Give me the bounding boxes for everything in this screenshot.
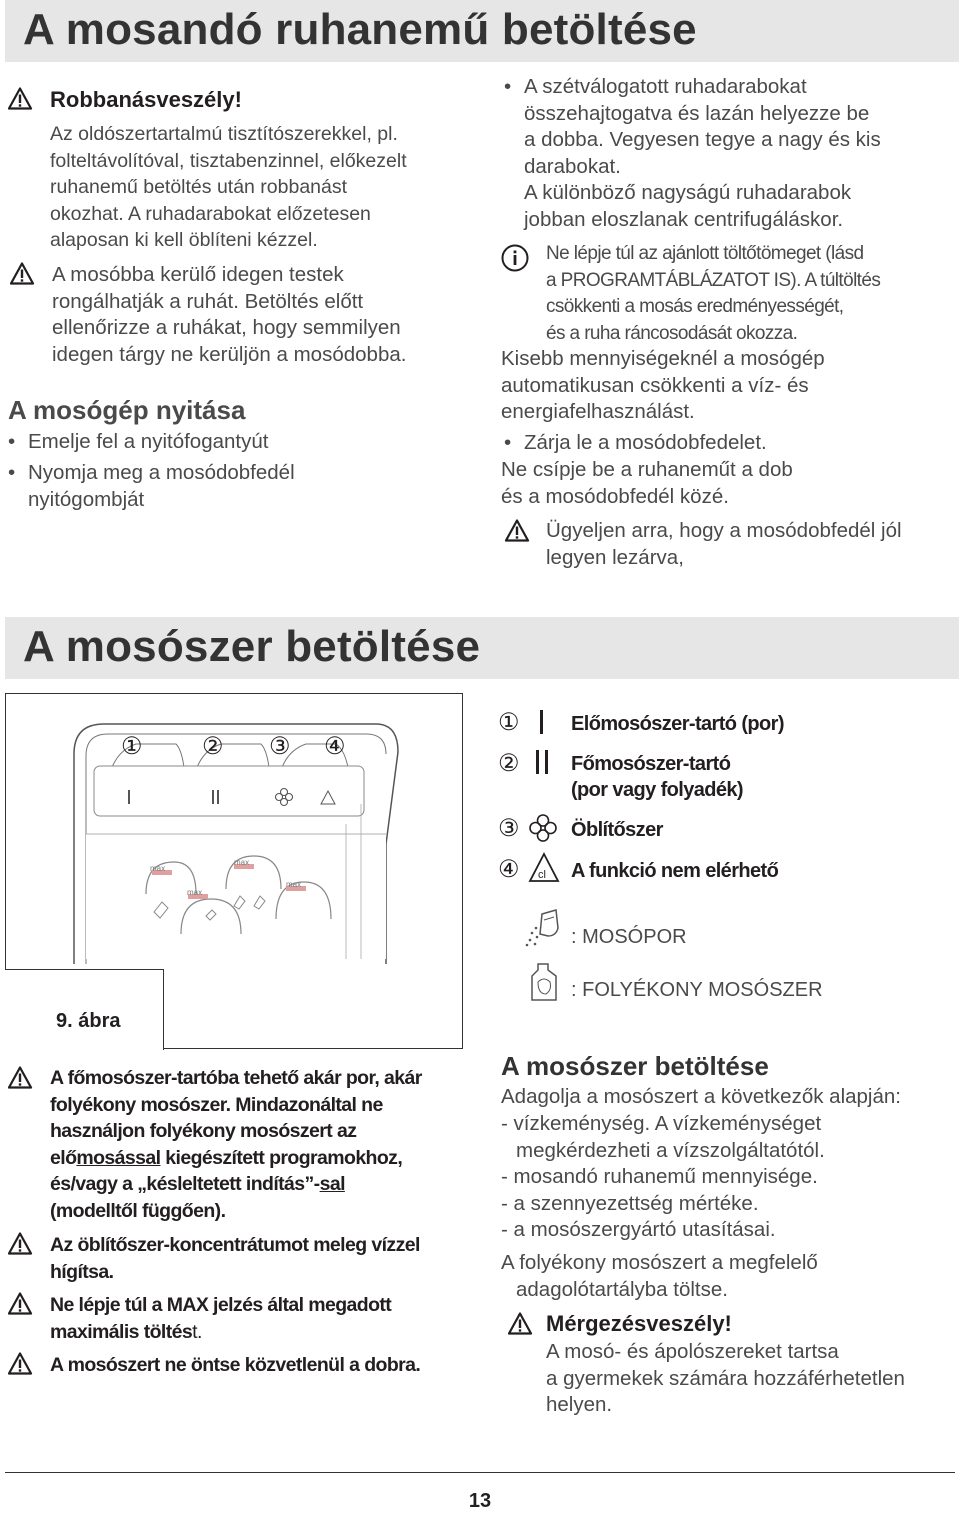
- footer-divider: [5, 1472, 955, 1473]
- max-label: max: [234, 858, 250, 867]
- liquid-text: A folyékony mosószert a megfelelő adagolótartályba töltse.: [501, 1251, 818, 1301]
- detergent-section-title: A mosószer betöltése: [501, 1051, 769, 1081]
- legend-num-1: ①: [498, 709, 520, 736]
- open-section-title: A mosógép nyitása: [8, 395, 246, 425]
- header-banner: [5, 0, 959, 62]
- legend-label-1: Előmosószer-tartó (por): [571, 713, 784, 735]
- info-text: Ne lépje túl az ajánlott töltőtömeget (lásd a PROGRAMTÁBLÁZATOT IS). A túltöltés csökkenti a mosás eredményességét, és a ruha ráncosodását okozza.: [546, 243, 881, 344]
- warning-icon: [8, 1292, 34, 1316]
- compartment-number: ③: [269, 733, 291, 760]
- main-detergent-warning: A főmosószer-tartóba tehető akár por, akár folyékony mosószer. Mindazonáltal ne használjon folyékony mosószert az előmosással kiegészített programokhoz, és/vagy a „késleltetett indítás”-sal (modelltől függően).: [50, 1067, 422, 1222]
- dispenser-figure: [5, 693, 463, 1049]
- load-bullet: • A szétválogatott ruhadarabokat összehajtogatva és lazán helyezze be a dobba. Vegyesen tegye a nagy és kis darabokat. A különböző nagyságú ruhadarabok jobban eloszlanak centrifugáláskor.: [524, 74, 881, 233]
- max-label: max: [150, 864, 166, 873]
- poison-title: Mérgezésveszély!: [546, 1311, 732, 1336]
- foreign-objects-text: A mosóbba kerülő idegen testek rongálhatják a ruhát. Betöltés előtt ellenőrizze a ruhákat, hogy semmilyen idegen tárgy ne kerüljön a mosódobba.: [52, 263, 407, 366]
- liquid-label: : FOLYÉKONY MOSÓSZER: [571, 979, 823, 1001]
- legend-label-2: Főmosószer-tartó (por vagy folyadék): [571, 753, 743, 801]
- danger-text: Az oldószertartalmú tisztítószerekkel, pl. folteltávolítóval, tisztabenzinnel, előkezelt ruhanemű betöltés után robbanást okozhat. A ruhadarabokat előzetesen alaposan ki kell öblíteni kézzel.: [50, 123, 407, 251]
- compartment-number: ②: [202, 733, 224, 760]
- compartment-number: ④: [324, 733, 346, 760]
- max-warning: Ne lépje túl a MAX jelzés által megadott maximális töltést.: [50, 1294, 392, 1343]
- auto-reduce-text: Kisebb mennyiségeknél a mosógép automatikusan csökkenti a víz- és energiafelhasználást.: [501, 347, 825, 423]
- warning-icon: [10, 262, 36, 286]
- open-bullet-2: • Nyomja meg a mosódobfedél nyitógombját: [28, 460, 295, 513]
- open-bullet-1: • Emelje fel a nyitófogantyút: [28, 429, 268, 456]
- warning-icon: [8, 1232, 34, 1256]
- figure-caption: 9. ábra: [56, 1010, 121, 1032]
- drum-warning: A mosószert ne öntse közvetlenül a dobra.: [50, 1354, 421, 1376]
- softener-warning: Az öblítőszer-koncentrátumot meleg vízzel hígítsa.: [50, 1234, 420, 1283]
- dosing-list: - vízkeménység. A vízkeménységet megkérdezheti a vízszolgáltatótól. - mosandó ruhanemű mennyisége. - a szennyezettség mértéke. - a mosószergyártó utasításai.: [501, 1112, 825, 1241]
- softener-flower-icon: [528, 812, 558, 844]
- legend-label-3: Öblítőszer: [571, 819, 663, 841]
- info-icon: [500, 243, 530, 273]
- dosing-intro: Adagolja a mosószert a következők alapján:: [501, 1085, 901, 1108]
- legend-num-3: ③: [498, 815, 520, 842]
- legend-label-4: A funkció nem elérhető: [571, 860, 779, 882]
- poison-text: A mosó- és ápolószereket tartsa a gyermekek számára hozzáférhetetlen helyen.: [546, 1340, 905, 1416]
- liquid-detergent-icon: [524, 960, 564, 1006]
- warning-icon: [505, 519, 531, 543]
- legend-num-2: ②: [498, 750, 520, 777]
- page-number: 13: [468, 1490, 492, 1512]
- legend-num-4: ④: [498, 856, 520, 883]
- page-title: A mosandó ruhanemű betöltése: [23, 5, 697, 54]
- warning-icon: [8, 1352, 34, 1376]
- max-label: max: [187, 888, 203, 897]
- powder-detergent-icon: [522, 906, 564, 950]
- powder-label: : MOSÓPOR: [571, 926, 687, 948]
- warning-icon: [8, 1066, 34, 1090]
- close-lid-bullet: • Zárja le a mosódobfedelet.: [524, 430, 767, 457]
- mainwash-icon: [532, 748, 554, 778]
- danger-title: Robbanásveszély!: [50, 87, 242, 112]
- warning-icon: [8, 87, 34, 111]
- compartment-number: ①: [121, 733, 143, 760]
- max-label: max: [286, 880, 302, 889]
- detergent-banner: [5, 617, 959, 679]
- detergent-banner-title: A mosószer betöltése: [23, 622, 481, 671]
- warning-icon: [508, 1312, 534, 1336]
- prewash-icon: [532, 708, 552, 738]
- lid-warning-text: Ügyeljen arra, hogy a mosódobfedél jól legyen lezárva,: [546, 519, 902, 569]
- chlorine-triangle-icon: [528, 852, 560, 884]
- pinch-text: Ne csípje be a ruhaneműt a dob és a mosódobfedél közé.: [501, 458, 793, 508]
- svg-text:cl: cl: [538, 869, 546, 881]
